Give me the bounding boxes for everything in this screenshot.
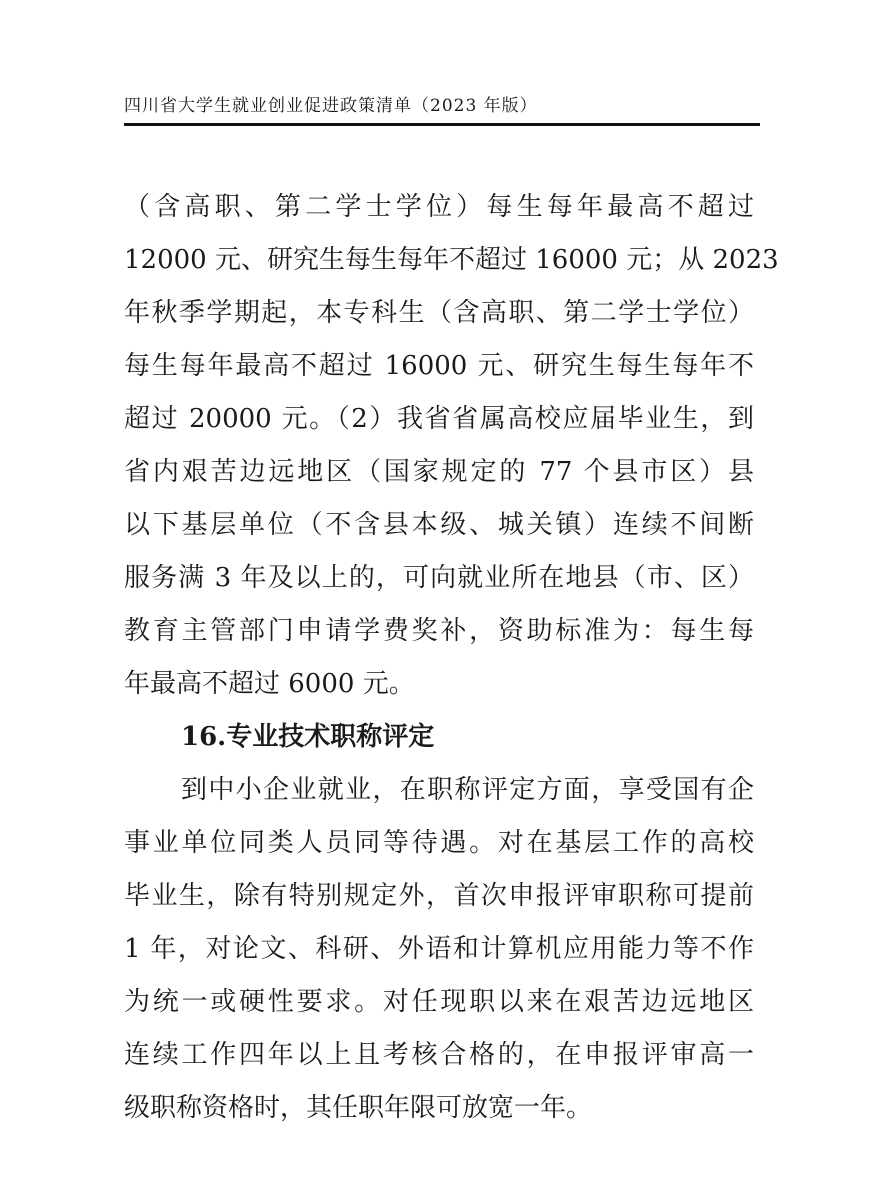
text-line: 教育主管部门申请学费奖补，资助标准为：每生每 — [124, 616, 754, 646]
text-line: 为统一或硬性要求。对任现职以来在艰苦边远地区 — [124, 987, 754, 1017]
running-header: 四川省大学生就业创业促进政策清单（2023 年版） — [124, 96, 538, 116]
text-line: 省内艰苦边远地区（国家规定的 77 个县市区）县 — [124, 457, 754, 487]
text-line: 以下基层单位（不含县本级、城关镇）连续不间断 — [124, 510, 754, 540]
text-line: 每生每年最高不超过 16000 元、研究生每生每年不 — [124, 351, 754, 381]
text-line: 年最高不超过 6000 元。 — [124, 669, 415, 699]
text-line: 年秋季学期起，本专科生（含高职、第二学士学位） — [124, 298, 754, 328]
text-line: 毕业生，除有特别规定外，首次申报评审职称可提前 — [124, 881, 754, 911]
text-line: 事业单位同类人员同等待遇。对在基层工作的高校 — [124, 828, 754, 858]
header-divider — [124, 123, 760, 126]
text-line: 1 年，对论文、科研、外语和计算机应用能力等不作 — [124, 934, 754, 964]
text-line: 级职称资格时，其任职年限可放宽一年。 — [124, 1093, 593, 1123]
text-line: 连续工作四年以上且考核合格的，在申报评审高一 — [124, 1040, 754, 1070]
text-line: 超过 20000 元。（2）我省省属高校应届毕业生，到 — [124, 404, 754, 434]
text-line: 到中小企业就业，在职称评定方面，享受国有企 — [181, 775, 754, 805]
text-line: 服务满 3 年及以上的，可向就业所在地县（市、区） — [124, 563, 754, 593]
text-line: （含高职、第二学士学位）每生每年最高不超过 — [124, 192, 754, 222]
section-heading: 16.专业技术职称评定 — [181, 722, 435, 752]
text-line: 12000 元、研究生每生每年不超过 16000 元；从 2023 — [124, 245, 779, 275]
